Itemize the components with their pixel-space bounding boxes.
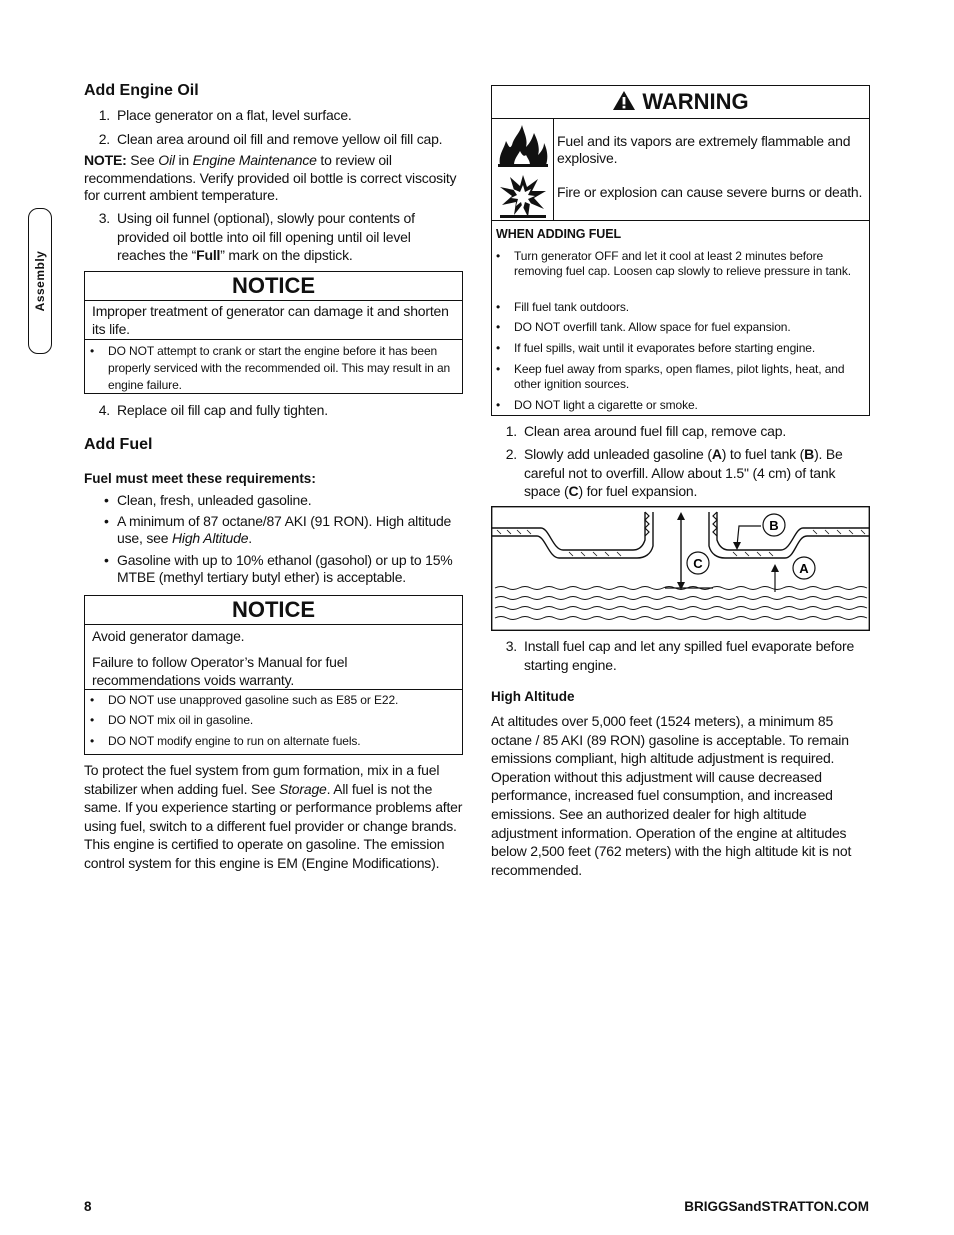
notice-title: NOTICE xyxy=(85,272,462,301)
fire-icon xyxy=(492,121,554,169)
notice-message: Avoid generator damage. xyxy=(92,628,245,644)
fuel-stabilizer-paragraph: To protect the fuel system from gum formation, mix in a fuel stabilizer when adding fuel. See Storage. All fuel is not the same. If you experience starting or performance problems after using fuel, switch to a different fuel provider or change brands. This engine is certified to operate on gasoline. The emission control system for this engine is EM (Engine Modifications). xyxy=(84,762,463,871)
fuel-requirement-item: • Gasoline with up to 10% ethanol (gasohol) or up to 15% MTBE (methyl tertiary butyl ether) is acceptable. xyxy=(104,552,453,585)
hazard-flammable-text: Fuel and its vapors are extremely flammable and explosive. xyxy=(557,133,851,166)
high-altitude-paragraph: At altitudes over 5,000 feet (1524 meters), a minimum 85 octane / 85 AKI (89 RON) gasoline is acceptable. To remain emissions compliant, high altitude adjustment is required. Operation without this adjustment will cause decreased performance, increased fuel consumption, and increased emissions. See an authorized dealer for high altitude adjustment information. Operation of the engine at altitudes below 2,500 feet (762 meters) with the high altitude kit is not recommended. xyxy=(491,713,852,878)
oil-step-3: 3. Using oil funnel (optional), slowly pour contents of provided oil bottle into oil fill opening until oil level reaches the “Full” mark on the dipstick. xyxy=(98,210,415,263)
diagram-label-c: C xyxy=(693,556,703,571)
notice-message: Improper treatment of generator can damage it and shorten its life. xyxy=(92,303,449,337)
hazard-explosion-text: Fire or explosion can cause severe burns or death. xyxy=(557,184,863,200)
fuel-step-2: 2. Slowly add unleaded gasoline (A) to fuel tank (B). Be careful not to overfill. Allow about 1.5" (4 cm) of tank space (C) for fuel expansion. xyxy=(505,446,843,499)
fuel-requirement-item: • Clean, fresh, unleaded gasoline. xyxy=(104,492,312,508)
page-number: 8 xyxy=(84,1199,92,1214)
footer-website: BRIGGSandSTRATTON.COM xyxy=(684,1199,869,1214)
when-adding-fuel-heading: WHEN ADDING FUEL xyxy=(496,227,622,241)
fuel-tank-diagram xyxy=(491,506,870,631)
add-engine-oil-heading: Add Engine Oil xyxy=(84,82,199,99)
fuel-step-1: 1. Clean area around fuel fill cap, remove cap. xyxy=(505,423,787,439)
warning-box: WARNING Fuel and its vapors are extremely flammable and explosive. Fire or explosion can cause severe burns or death. WHEN ADDING FUEL • Turn generator OFF and let it cool at least 2 minutes before removing fuel cap. Loosen cap slowly to relieve pressure in tank. • Fill fuel tank outdoors. • DO NOT overfill tank. Allow space for fuel expansion. • If fuel spills, wait until it evaporates before starting engine. • Keep fuel away from sparks, open flames, pilot lights, heat, and other ignition sources. • DO NOT light a cigarette or smoke. xyxy=(491,85,870,416)
warning-triangle-icon xyxy=(612,90,636,111)
notice-title: NOTICE xyxy=(85,596,462,625)
diagram-label-a: A xyxy=(799,561,809,576)
fuel-step-3: 3. Install fuel cap and let any spilled fuel evaporate before starting engine. xyxy=(505,638,855,673)
add-fuel-heading: Add Fuel xyxy=(84,436,153,453)
warning-title: WARNING xyxy=(492,86,869,119)
notice-box-oil: NOTICE Improper treatment of generator can damage it and shorten its life. • DO NOT attempt to crank or start the engine before it has been properly serviced with the recommended oil. This may result in an engine failure. xyxy=(84,271,463,394)
notice-message: Failure to follow Operator’s Manual for fuel recommendations voids warranty. xyxy=(92,654,348,688)
fuel-requirement-item: • A minimum of 87 octane/87 AKI (91 RON). High altitude use, see High Altitude. xyxy=(104,513,452,546)
oil-step-4: 4. Replace oil fill cap and fully tighten. xyxy=(98,402,328,418)
section-tab-assembly xyxy=(28,208,52,354)
fuel-requirements-heading: Fuel must meet these requirements: xyxy=(84,471,316,486)
section-tab-label: Assembly xyxy=(33,250,47,312)
notice-box-fuel: NOTICE Avoid generator damage. Failure to follow Operator’s Manual for fuel recommendations voids warranty. • DO NOT use unapproved gasoline such as E85 or E22. • DO NOT mix oil in gasoline. • DO NOT modify engine to run on alternate fuels. xyxy=(84,595,463,755)
explosion-icon xyxy=(492,171,554,219)
oil-note: NOTE: See Oil in Engine Maintenance to review oil recommendations. Verify provided oil bottle is correct viscosity for current ambient temperature. xyxy=(84,152,457,203)
oil-step-1: 1. Place generator on a flat, level surface. xyxy=(98,107,352,123)
diagram-label-b: B xyxy=(769,518,779,533)
oil-step-2: 2. Clean area around oil fill and remove yellow oil fill cap. xyxy=(98,131,443,147)
high-altitude-heading: High Altitude xyxy=(491,689,575,704)
